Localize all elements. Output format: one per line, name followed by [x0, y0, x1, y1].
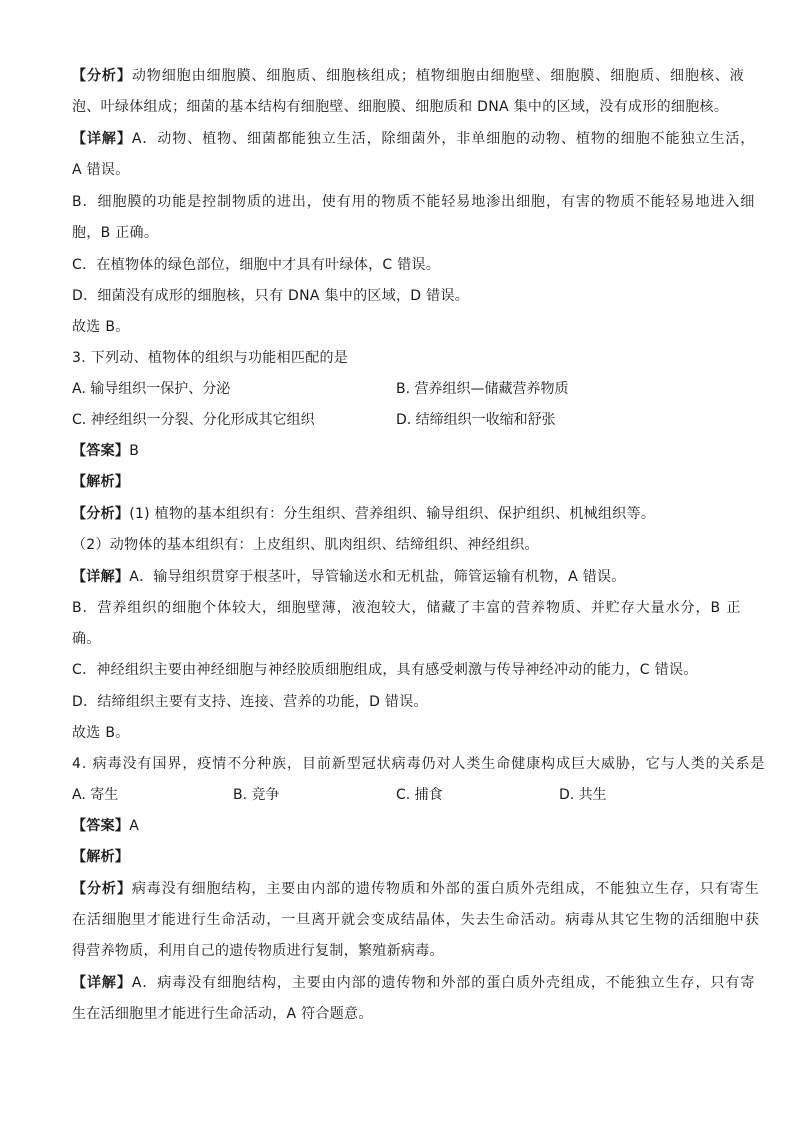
- q2-detail-b-line-2: 胞，B 正确。: [72, 225, 159, 241]
- answer-tag: 【答案】: [72, 818, 130, 834]
- q3-option-d: D. 结缔组织一收缩和舒张: [396, 412, 556, 428]
- q4-analysis-line-1: 【分析】病毒没有细胞结构，主要由内部的遗传物质和外部的蛋白质外壳组成，不能独立生存，只有寄生: [72, 881, 760, 897]
- q2-analysis-line-2: 泡、叶绿体组成；细菌的基本结构有细胞壁、细胞膜、细胞质和 DNA 集中的区域，没有成形的细胞核。: [72, 99, 729, 115]
- q4-detail-a-line-1: 【详解】A．病毒没有细胞结构，主要由内部的遗传物和外部的蛋白质外壳组成，不能独立生存，只有寄: [72, 975, 756, 991]
- q3-detail-d: D．结缔组织主要有支持、连接、营养的功能，D 错误。: [72, 694, 428, 710]
- q3-jiexi-heading: 【解析】: [72, 474, 130, 490]
- detail-tag: 【详解】: [72, 131, 132, 147]
- q4-analysis-line-3: 得营养物质，利用自己的遗传物质进行复制，繁殖新病毒。: [72, 943, 444, 959]
- q2-analysis-line-1: 【分析】动物细胞由细胞膜、细胞质、细胞核组成；植物细胞由细胞壁、细胞膜、细胞质、细胞核、液: [72, 68, 745, 84]
- q2-detail-d: D．细菌没有成形的细胞核，只有 DNA 集中的区域，D 错误。: [72, 288, 470, 304]
- q2-detail-a-line-2: A 错误。: [72, 162, 130, 178]
- q3-options-row-2: [72, 410, 722, 430]
- q3-stem: 3. 下列动、植物体的组织与功能相匹配的是: [72, 350, 349, 366]
- q3-options-row-1: [72, 379, 722, 399]
- q3-analysis-line-2: （2）动物体的基本组织有：上皮组织、肌肉组织、结缔组织、神经组织。: [72, 537, 539, 553]
- q4-option-b: B. 竞争: [233, 787, 280, 803]
- q4-analysis-line-2: 在活细胞里才能进行生命活动，一旦离开就会变成结晶体，失去生命活动。病毒从其它生物的活细胞中获: [72, 912, 760, 928]
- q4-stem: 4. 病毒没有国界，疫情不分种族，目前新型冠状病毒仍对人类生命健康构成巨大威胁，它与人类的关系是: [72, 756, 766, 772]
- q2-detail-c: C．在植物体的绿色部位，细胞中才具有叶绿体，C 错误。: [72, 257, 441, 273]
- q4-option-c: C. 捕食: [396, 787, 443, 803]
- q3-detail-b-line-2: 确。: [72, 631, 101, 647]
- answer-value: A: [129, 818, 140, 834]
- q4-options-row: [72, 785, 722, 805]
- q2-conclusion: 故选 B。: [72, 319, 130, 335]
- q2-detail-b-line-1: B．细胞膜的功能是控制物质的进出，使有用的物质不能轻易地渗出细胞，有害的物质不能轻易地进入细: [72, 194, 756, 210]
- q4-detail-a-line-2: 生在活细胞里才能进行生命活动，A 符合题意。: [72, 1006, 373, 1022]
- q3-answer: [72, 441, 722, 461]
- q4-option-a: A. 寄生: [72, 787, 119, 803]
- q4-answer: [72, 816, 722, 836]
- analysis-tag: 【分析】: [72, 68, 132, 84]
- q3-detail-b-line-1: B．营养组织的细胞个体较大，细胞壁薄，液泡较大，储藏了丰富的营养物质、并贮存大量水分，B 正: [72, 600, 742, 616]
- q3-detail-c: C．神经组织主要由神经细胞与神经胶质细胞组成，具有感受刺激与传导神经冲动的能力，C 错误。: [72, 662, 698, 678]
- q3-option-c: C. 神经组织一分裂、分化形成其它组织: [72, 412, 315, 428]
- answer-tag: 【答案】: [72, 443, 130, 459]
- q3-detail-a: 【详解】A．输导组织贯穿于根茎叶，导管输送水和无机盐，筛管运输有机物，A 错误。: [72, 569, 626, 585]
- q3-option-a: A. 输导组织一保护、分泌: [72, 381, 231, 397]
- q3-analysis-line-1: 【分析】(1) 植物的基本组织有：分生组织、营养组织、输导组织、保护组织、机械组织等。: [72, 506, 656, 522]
- answer-value: B: [129, 443, 140, 459]
- q4-option-d: D. 共生: [559, 787, 607, 803]
- q3-conclusion: 故选 B。: [72, 725, 130, 741]
- q2-detail-a-line-1: 【详解】A．动物、植物、细菌都能独立生活，除细菌外，非单细胞的动物、植物的细胞不能独立生活，: [72, 131, 756, 147]
- q3-option-b: B. 营养组织—储藏营养物质: [396, 381, 569, 397]
- q4-jiexi-heading: 【解析】: [72, 849, 130, 865]
